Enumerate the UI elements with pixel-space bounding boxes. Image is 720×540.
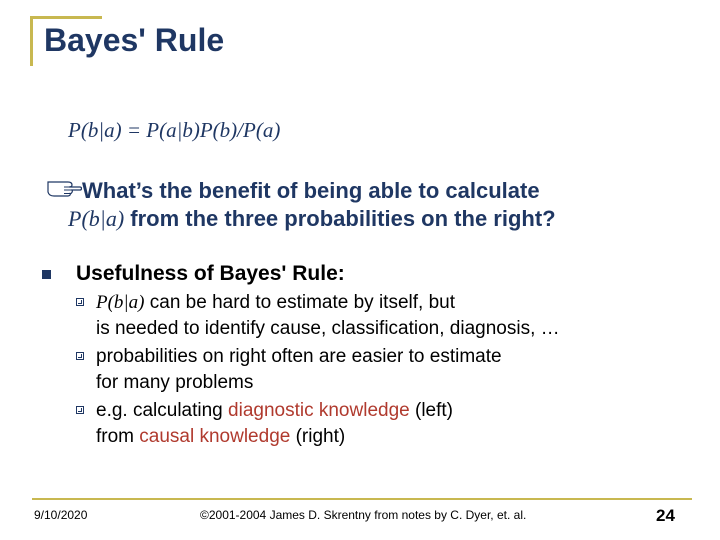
footer-copyright: ©2001-2004 James D. Skrentny from notes by C. Dyer, et. al. [200,508,527,522]
item-1-math: P(b|a) [96,292,145,313]
title-accent-vertical [30,16,33,66]
question-line-1: What’s the benefit of being able to calculate [82,178,540,203]
page-number: 24 [656,506,675,525]
footer-divider [32,498,692,500]
item-3-text-b: (left) [409,400,453,421]
item-3-text-d: (right) [290,426,346,447]
usefulness-item-2-line-2: for many problems [96,372,254,393]
checkbox-bullet-icon [76,298,84,306]
usefulness-item-3-line-2 [96,426,345,448]
footer-date: 9/10/2020 [34,508,88,522]
checkbox-bullet-icon [76,352,84,360]
title-accent-horizontal [30,16,102,19]
square-bullet-icon [42,270,51,279]
usefulness-item-1-line-1 [96,292,455,314]
question-math: P(b|a) [68,206,125,231]
checkbox-bullet-icon [76,406,84,414]
question-rest: from the three probabilities on the right? [124,206,556,231]
diagnostic-knowledge-highlight: diagnostic knowledge [228,400,410,421]
usefulness-item-1-line-2: is needed to identify cause, classification, diagnosis, … [96,318,560,339]
bayes-formula: P(b|a) = P(a|b)P(b)/P(a) [68,118,281,142]
question-line-2 [68,206,556,232]
item-1-rest: can be hard to estimate by itself, but [144,292,455,313]
usefulness-item-2-line-1: probabilities on right often are easier to estimate [96,346,502,367]
causal-knowledge-highlight: causal knowledge [139,426,291,447]
item-3-text-a: e.g. calculating [96,400,229,421]
usefulness-heading: Usefulness of Bayes' Rule: [76,262,345,285]
pointing-hand-icon [46,176,82,198]
item-3-text-c: from [96,426,140,447]
usefulness-item-3-line-1 [96,400,453,422]
slide-title: Bayes' Rule [44,22,225,58]
